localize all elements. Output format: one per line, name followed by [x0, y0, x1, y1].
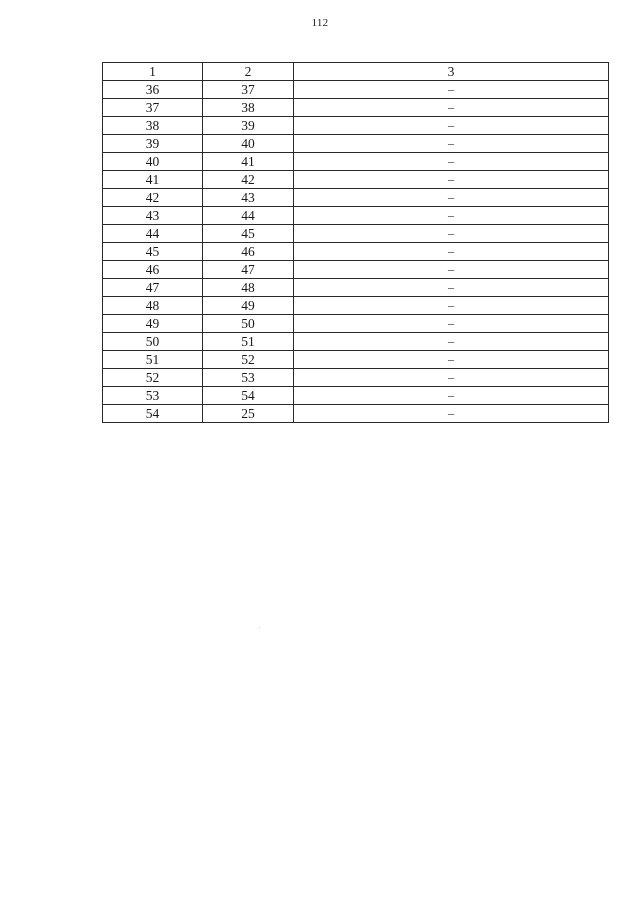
table-cell-col-1: 37: [103, 99, 203, 117]
table-row: [103, 81, 609, 99]
table-row: [103, 171, 609, 189]
table-row: [103, 369, 609, 387]
table-row: [103, 99, 609, 117]
table-cell-col-2: 41: [203, 153, 294, 171]
table-cell-col-1: 42: [103, 189, 203, 207]
table-row: [103, 207, 609, 225]
table-cell-col-1: 54: [103, 405, 203, 423]
column-header-1: 1: [103, 63, 203, 81]
table-cell-col-3: –: [294, 297, 609, 315]
table-row: [103, 117, 609, 135]
table-cell-col-2: 48: [203, 279, 294, 297]
table-cell-col-2: 25: [203, 405, 294, 423]
table-cell-col-2: 44: [203, 207, 294, 225]
table-row: [103, 279, 609, 297]
table-cell-col-1: 44: [103, 225, 203, 243]
table-row: [103, 351, 609, 369]
table-cell-col-3: –: [294, 99, 609, 117]
table-cell-col-2: 42: [203, 171, 294, 189]
table-cell-col-2: 52: [203, 351, 294, 369]
table-cell-col-2: 53: [203, 369, 294, 387]
table-cell-col-2: 43: [203, 189, 294, 207]
table-cell-col-1: 50: [103, 333, 203, 351]
table-cell-col-3: –: [294, 279, 609, 297]
table-row: [103, 225, 609, 243]
table-cell-col-1: 53: [103, 387, 203, 405]
table-body: [103, 81, 609, 423]
table-header: [103, 63, 609, 81]
table-cell-col-3: –: [294, 243, 609, 261]
table-cell-col-2: 51: [203, 333, 294, 351]
table-cell-col-3: –: [294, 207, 609, 225]
table-cell-col-3: –: [294, 333, 609, 351]
table-cell-col-3: –: [294, 351, 609, 369]
page-number: 112: [311, 17, 329, 29]
table-cell-col-1: 52: [103, 369, 203, 387]
table-row: [103, 243, 609, 261]
table-cell-col-3: –: [294, 153, 609, 171]
table-cell-col-1: 40: [103, 153, 203, 171]
column-header-3: 3: [294, 63, 609, 81]
table-row: [103, 387, 609, 405]
table-row: [103, 261, 609, 279]
table-cell-col-3: –: [294, 189, 609, 207]
table-cell-col-1: 39: [103, 135, 203, 153]
table-row: [103, 333, 609, 351]
data-table: [102, 62, 609, 423]
table-cell-col-2: 47: [203, 261, 294, 279]
table-cell-col-3: –: [294, 387, 609, 405]
table-cell-col-1: 38: [103, 117, 203, 135]
table-cell-col-1: 48: [103, 297, 203, 315]
table-cell-col-2: 39: [203, 117, 294, 135]
table-cell-col-1: 43: [103, 207, 203, 225]
table-cell-col-2: 54: [203, 387, 294, 405]
table-cell-col-2: 38: [203, 99, 294, 117]
table-cell-col-3: –: [294, 225, 609, 243]
table-cell-col-3: –: [294, 315, 609, 333]
table-cell-col-1: 46: [103, 261, 203, 279]
table-cell-col-1: 45: [103, 243, 203, 261]
table-cell-col-1: 51: [103, 351, 203, 369]
table-row: [103, 405, 609, 423]
table-cell-col-3: –: [294, 369, 609, 387]
table-cell-col-2: 45: [203, 225, 294, 243]
scan-speck: [259, 627, 260, 628]
table-cell-col-3: –: [294, 81, 609, 99]
table-cell-col-2: 40: [203, 135, 294, 153]
table-row: [103, 135, 609, 153]
table-cell-col-1: 49: [103, 315, 203, 333]
table-row: [103, 153, 609, 171]
table-cell-col-3: –: [294, 117, 609, 135]
table-header-row: [103, 63, 609, 81]
table-cell-col-3: –: [294, 171, 609, 189]
column-header-2: 2: [203, 63, 294, 81]
table-cell-col-3: –: [294, 405, 609, 423]
table-row: [103, 297, 609, 315]
table-row: [103, 315, 609, 333]
table-cell-col-1: 36: [103, 81, 203, 99]
table-cell-col-3: –: [294, 135, 609, 153]
table-cell-col-2: 46: [203, 243, 294, 261]
table-cell-col-2: 49: [203, 297, 294, 315]
table-cell-col-3: –: [294, 261, 609, 279]
table-row: [103, 189, 609, 207]
table-cell-col-1: 41: [103, 171, 203, 189]
table-cell-col-2: 50: [203, 315, 294, 333]
table-cell-col-2: 37: [203, 81, 294, 99]
table-cell-col-1: 47: [103, 279, 203, 297]
